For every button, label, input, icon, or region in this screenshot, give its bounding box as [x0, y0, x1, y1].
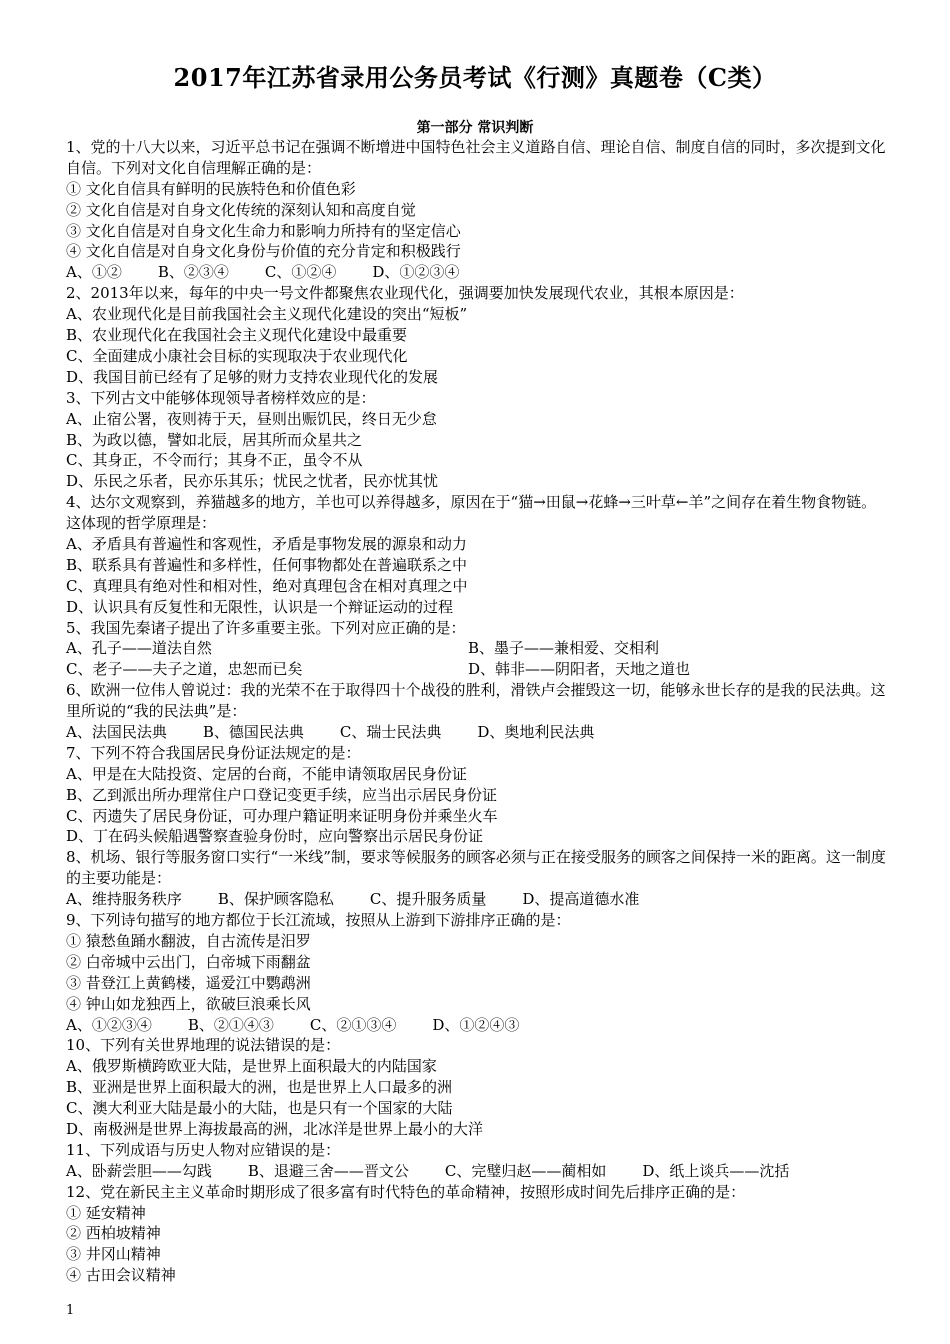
- question-11-option-a: A、卧薪尝胆——勾践: [66, 1161, 212, 1180]
- question-12-item-3: ③ 井冈山精神: [66, 1245, 161, 1264]
- question-3-option-a: A、止宿公署，夜则祷于天，昼则出赈饥民，终日无少怠: [66, 409, 437, 428]
- question-8-option-d: D、提高道德水准: [522, 890, 640, 909]
- question-8-options: [66, 889, 888, 910]
- question-8-option-c: C、提升服务质量: [369, 890, 487, 909]
- question-1-item-3: ③ 文化自信是对自身文化生命力和影响力所持有的坚定信心: [66, 221, 461, 240]
- question-7-option-b: B、乙到派出所办理常住户口登记变更手续，应当出示居民身份证: [66, 785, 498, 804]
- question-1-item-2: ② 文化自信是对自身文化传统的深刻认知和高度自觉: [66, 200, 416, 219]
- question-10-option-b: B、亚洲是世界上面积最大的洲，也是世界上人口最多的洲: [66, 1078, 453, 1097]
- question-1-stem: 1、党的十八大以来，习近平总书记在强调不断增进中国特色社会主义道路自信、理论自信、制度自信的同时，多次提到文化自信。下列对文化自信理解正确的是：: [66, 138, 886, 177]
- question-5-option-a: A、孔子——道法自然: [66, 639, 212, 658]
- question-7-option-c: C、丙遗失了居民身份证，可办理户籍证明来证明身份并乘坐火车: [66, 806, 498, 825]
- question-1-option-a: A、①②: [66, 263, 122, 282]
- question-11-option-c: C、完璧归赵——蔺相如: [444, 1161, 607, 1180]
- question-11-option-d: D、纸上谈兵——沈括: [642, 1161, 790, 1180]
- question-5-options-row-1: [66, 638, 888, 659]
- question-9-item-4: ④ 钟山如龙独西上，欲破巨浪乘长风: [66, 994, 311, 1013]
- question-2-option-b: B、农业现代化在我国社会主义现代化建设中最重要: [66, 326, 408, 345]
- question-1-option-d: D、①②③④: [372, 263, 460, 282]
- question-12-item-4: ④ 古田会议精神: [66, 1266, 176, 1285]
- question-12-stem: 12、党在新民主主义革命时期形成了很多富有时代特色的革命精神，按照形成时间先后排序正确的是：: [66, 1182, 746, 1201]
- question-9-options: [66, 1015, 888, 1036]
- question-6-option-a: A、法国民法典: [66, 723, 167, 742]
- question-6-stem: 6、欧洲一位伟人曾说过：我的光荣不在于取得四十个战役的胜利，滑铁卢会摧毁这一切，能够永世长存的是我的民法典。这里所说的“我的民法典”是：: [66, 681, 886, 721]
- question-2-option-a: A、农业现代化是目前我国社会主义现代化建设的突出“短板”: [66, 305, 468, 324]
- question-9-item-1: ① 猿愁鱼踊水翻波，自古流传是汨罗: [66, 931, 311, 950]
- question-10-option-c: C、澳大利亚大陆是最小的大陆，也是只有一个国家的大陆: [66, 1099, 453, 1118]
- question-1-option-c: C、①②④: [264, 263, 337, 282]
- question-11-options: [66, 1161, 888, 1182]
- question-10-option-a: A、俄罗斯横跨欧亚大陆，是世界上面积最大的内陆国家: [66, 1057, 437, 1076]
- question-9-item-2: ② 白帝城中云出门，白帝城下雨翻盆: [66, 952, 311, 971]
- question-6-option-d: D、奥地利民法典: [477, 723, 595, 742]
- question-9-option-a: A、①②③④: [66, 1015, 152, 1034]
- question-11-option-b: B、退避三舍——晋文公: [247, 1161, 409, 1180]
- section-heading: 第一部分 常识判断: [416, 120, 534, 136]
- question-5-option-c: C、老子——夫子之道，忠恕而已矣: [66, 660, 303, 679]
- question-6-option-b: B、德国民法典: [202, 723, 304, 742]
- question-4-stem: 4、达尔文观察到，养猫越多的地方，羊也可以养得越多，原因在于“猫→田鼠→花蜂→三叶草←羊”之间存在着生物食物链。这体现的哲学原理是：: [66, 493, 877, 533]
- question-9-option-d: D、①②④③: [432, 1015, 520, 1034]
- question-1-option-b: B、②③④: [157, 263, 229, 282]
- question-11-stem: 11、下列成语与历史人物对应错误的是：: [66, 1140, 341, 1159]
- questions-body: [66, 137, 888, 1286]
- question-5-stem: 5、我国先秦诸子提出了许多重要主张。下列对应正确的是：: [66, 618, 466, 637]
- question-8-option-a: A、维持服务秩序: [66, 890, 182, 909]
- page-title: 2017年江苏省录用公务员考试《行测》真题卷（C类）: [173, 63, 777, 92]
- question-2-option-c: C、全面建成小康社会目标的实现取决于农业现代化: [66, 346, 408, 365]
- question-4-option-d: D、认识具有反复性和无限性，认识是一个辩证运动的过程: [66, 597, 454, 616]
- question-1-item-1: ① 文化自信具有鲜明的民族特色和价值色彩: [66, 179, 356, 198]
- question-1-options: [66, 262, 888, 283]
- question-2-option-d: D、我国目前已经有了足够的财力支持农业现代化的发展: [66, 367, 439, 386]
- question-10-option-d: D、南极洲是世界上海拔最高的洲，北冰洋是世界上最小的大洋: [66, 1119, 484, 1138]
- question-4-option-c: C、真理具有绝对性和相对性，绝对真理包含在相对真理之中: [66, 576, 468, 595]
- question-9-item-3: ③ 昔登江上黄鹤楼，遥爱江中鹦鹉洲: [66, 973, 311, 992]
- question-10-stem: 10、下列有关世界地理的说法错误的是：: [66, 1036, 341, 1055]
- question-5-option-d: D、韩非——阴阳者，天地之道也: [468, 660, 691, 679]
- question-7-option-d: D、丁在码头候船遇警察查验身份时，应向警察出示居民身份证: [66, 827, 484, 846]
- question-8-stem: 8、机场、银行等服务窗口实行“一米线”制，要求等候服务的顾客必须与正在接受服务的顾客之间保持一米的距离。这一制度的主要功能是：: [66, 848, 886, 888]
- question-4-option-b: B、联系具有普遍性和多样性，任何事物都处在普遍联系之中: [66, 555, 468, 574]
- question-2-stem: 2、2013年以来，每年的中央一号文件都聚焦农业现代化，强调要加快发展现代农业，其根本原因是：: [66, 284, 744, 303]
- question-7-option-a: A、甲是在大陆投资、定居的台商，不能申请领取居民身份证: [66, 764, 467, 783]
- question-4-option-a: A、矛盾具有普遍性和客观性，矛盾是事物发展的源泉和动力: [66, 534, 467, 553]
- question-8-option-b: B、保护顾客隐私: [217, 890, 334, 909]
- question-3-option-d: D、乐民之乐者，民亦乐其乐；忧民之忧者，民亦忧其忧: [66, 472, 439, 491]
- question-6-options: [66, 722, 888, 743]
- question-12-item-2: ② 西柏坡精神: [66, 1224, 161, 1243]
- question-12-item-1: ① 延安精神: [66, 1203, 146, 1222]
- question-5-options-row-2: [66, 659, 888, 680]
- question-3-option-b: B、为政以德，譬如北辰，居其所而众星共之: [66, 430, 363, 449]
- question-7-stem: 7、下列不符合我国居民身份证法规定的是：: [66, 743, 361, 762]
- question-9-stem: 9、下列诗句描写的地方都位于长江流域，按照从上游到下游排序正确的是：: [66, 911, 571, 930]
- question-6-option-c: C、瑞士民法典: [339, 723, 442, 742]
- question-9-option-c: C、②①③④: [309, 1015, 397, 1034]
- page-number: 1: [66, 1303, 75, 1318]
- question-3-option-c: C、其身正，不令而行；其身不正，虽令不从: [66, 451, 363, 470]
- question-3-stem: 3、下列古文中能够体现领导者榜样效应的是：: [66, 388, 376, 407]
- question-1-item-4: ④ 文化自信是对自身文化身份与价值的充分肯定和积极践行: [66, 242, 461, 261]
- question-5-option-b: B、墨子——兼相爱、交相利: [468, 639, 660, 658]
- question-9-option-b: B、②①④③: [187, 1015, 274, 1034]
